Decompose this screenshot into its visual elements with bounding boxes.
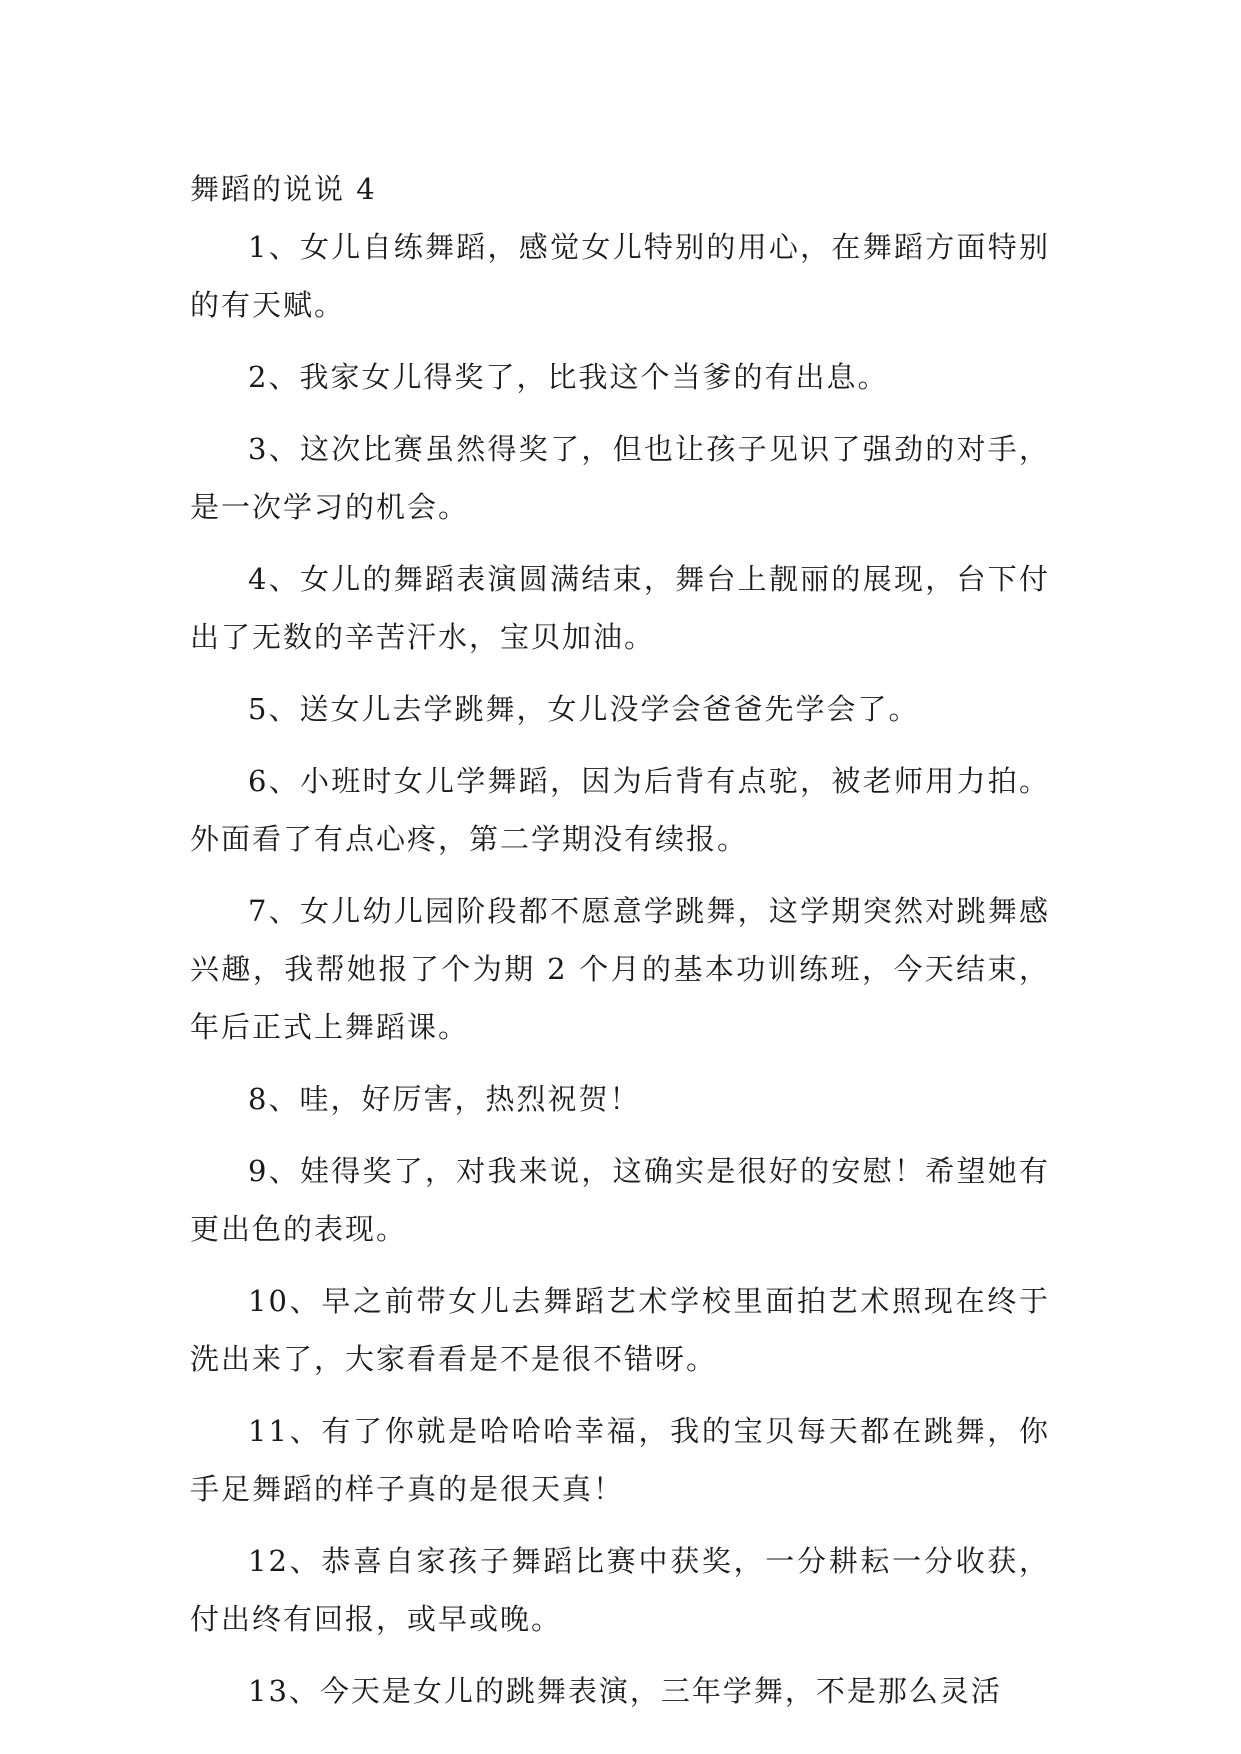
paragraph-1: 1、女儿自练舞蹈，感觉女儿特别的用心，在舞蹈方面特别的有天赋。	[190, 230, 1050, 322]
paragraph-12: 12、恭喜自家孩子舞蹈比赛中获奖，一分耕耘一分收获，付出终有回报，或早或晚。	[190, 1544, 1050, 1636]
paragraph-10: 10、早之前带女儿去舞蹈艺术学校里面拍艺术照现在终于洗出来了，大家看看是不是很不错呀。	[190, 1284, 1050, 1376]
paragraph-7: 7、女儿幼儿园阶段都不愿意学跳舞，这学期突然对跳舞感兴趣，我帮她报了个为期 2 个月的基本功训练班，今天结束，年后正式上舞蹈课。	[190, 894, 1050, 1044]
paragraph-8: 8、哇，好厉害，热烈祝贺！	[248, 1082, 641, 1116]
document-body	[190, 160, 1050, 1734]
paragraph-11: 11、有了你就是哈哈哈幸福，我的宝贝每天都在跳舞，你手足舞蹈的样子真的是很天真！	[190, 1414, 1050, 1506]
paragraph-13: 13、今天是女儿的跳舞表演，三年学舞，不是那么灵活	[248, 1674, 1002, 1708]
paragraph-5: 5、送女儿去学跳舞，女儿没学会爸爸先学会了。	[248, 692, 920, 726]
paragraph-2: 2、我家女儿得奖了，比我这个当爹的有出息。	[248, 360, 889, 394]
paragraph-9: 9、娃得奖了，对我来说，这确实是很好的安慰！希望她有更出色的表现。	[190, 1154, 1050, 1246]
paragraph-6: 6、小班时女儿学舞蹈，因为后背有点驼，被老师用力拍。外面看了有点心疼，第二学期没有续报。	[190, 764, 1050, 856]
paragraph-3: 3、这次比赛虽然得奖了，但也让孩子见识了强劲的对手，是一次学习的机会。	[190, 432, 1050, 524]
paragraph-4: 4、女儿的舞蹈表演圆满结束，舞台上靓丽的展现，台下付出了无数的辛苦汗水，宝贝加油。	[190, 562, 1050, 654]
document-title: 舞蹈的说说 4	[190, 172, 377, 206]
